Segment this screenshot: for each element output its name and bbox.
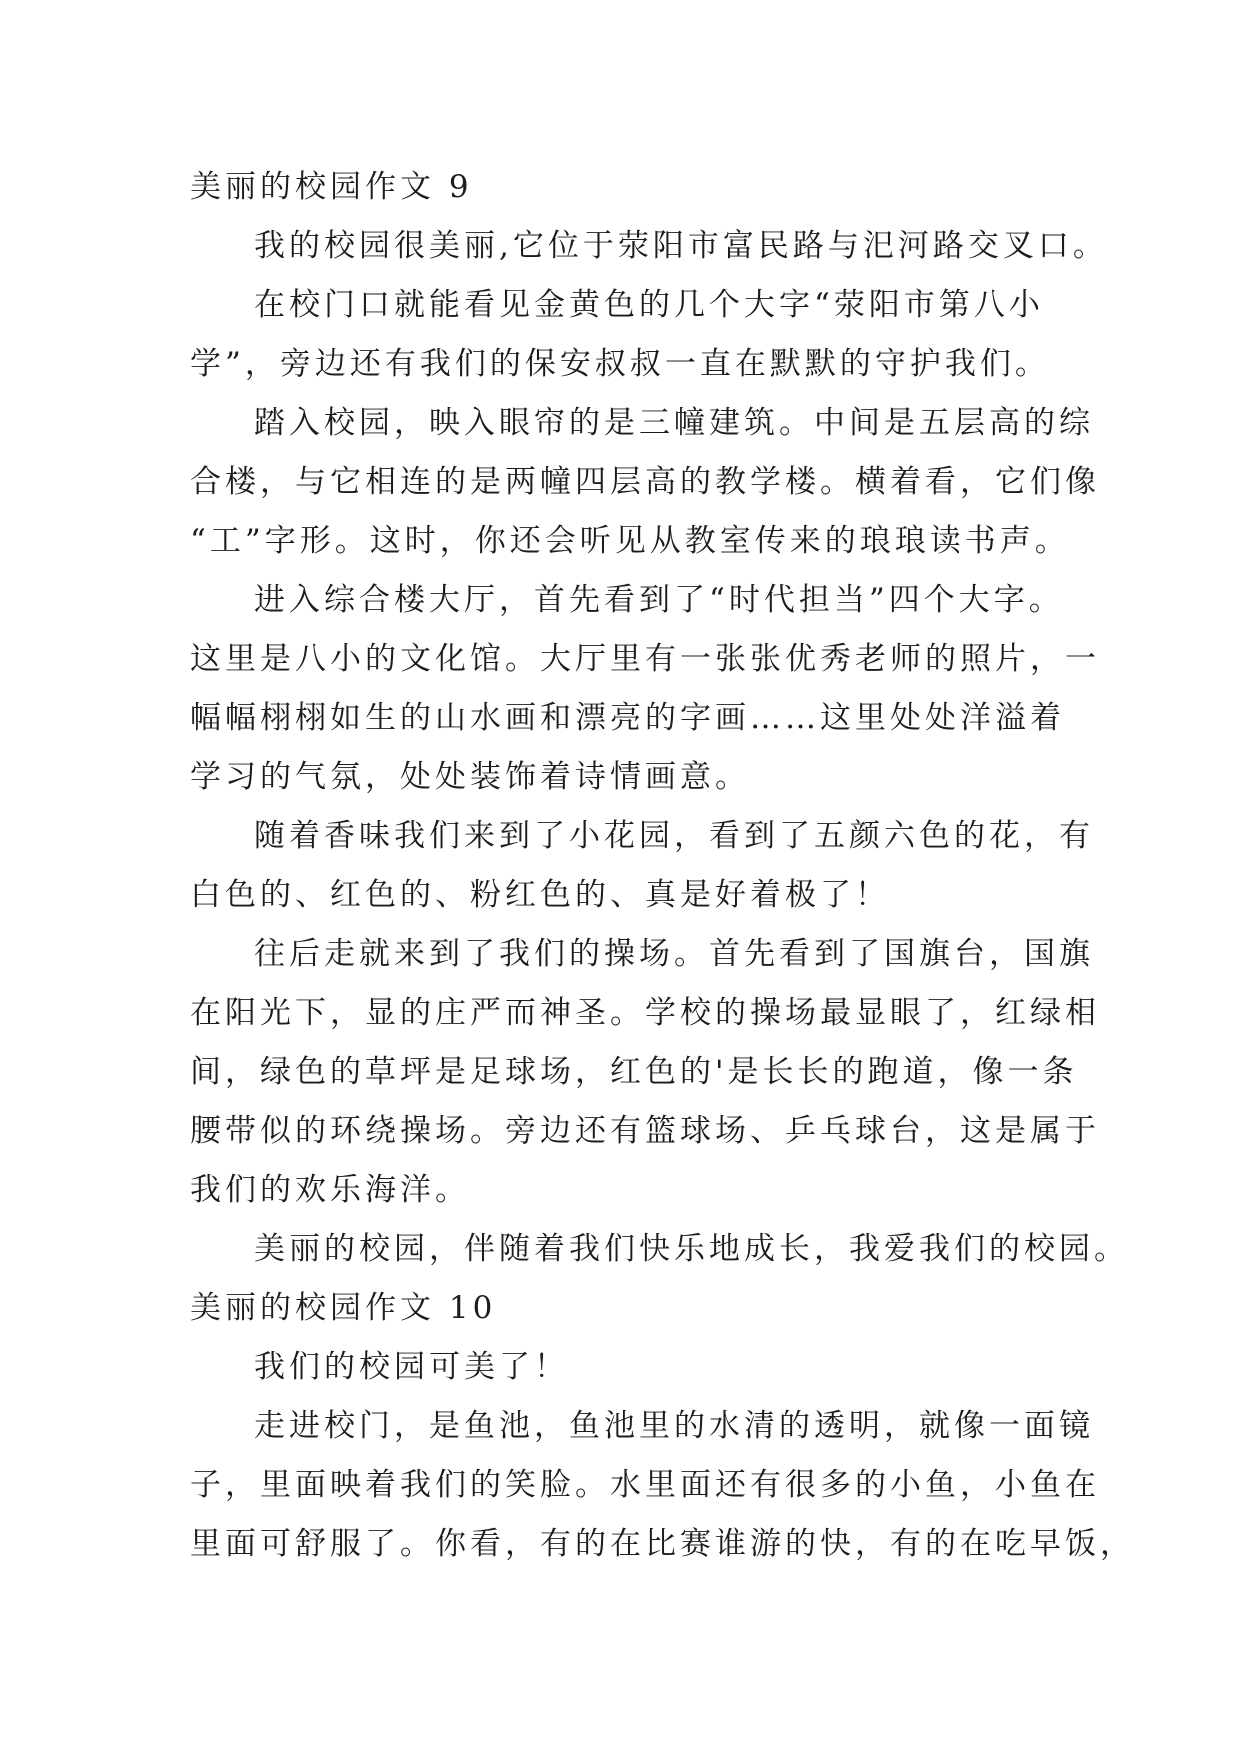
- text-line: 在阳光下，显的庄严而神圣。学校的操场最显眼了，红绿相: [190, 995, 1100, 1031]
- text-line: 白色的、红色的、粉红色的、真是好着极了！: [190, 877, 890, 913]
- text-line: 我们的欢乐海洋。: [190, 1172, 470, 1208]
- text-line: “工”字形。这时，你还会听见从教室传来的琅琅读书声。: [190, 523, 1070, 559]
- text-line: 在校门口就能看见金黄色的几个大字“荥阳市第八小: [254, 287, 1044, 323]
- text-line: 我的校园很美丽,它位于荥阳市富民路与汜河路交叉口。: [254, 228, 1108, 264]
- text-line: 踏入校园，映入眼帘的是三幢建筑。中间是五层高的综: [254, 405, 1094, 441]
- text-line: 这里是八小的文化馆。大厅里有一张张优秀老师的照片，一: [190, 641, 1100, 677]
- text-line: 进入综合楼大厅，首先看到了“时代担当”四个大字。: [254, 582, 1064, 618]
- text-line: 美丽的校园，伴随着我们快乐地成长，我爱我们的校园。: [254, 1231, 1129, 1267]
- text-line: 学”，旁边还有我们的保安叔叔一直在默默的守护我们。: [190, 346, 1050, 382]
- text-line: 里面可舒服了。你看，有的在比赛谁游的快，有的在吃早饭，: [190, 1526, 1135, 1562]
- essay-heading: 美丽的校园作文 9: [190, 169, 473, 205]
- text-line: 子，里面映着我们的笑脸。水里面还有很多的小鱼，小鱼在: [190, 1467, 1100, 1503]
- text-line: 合楼，与它相连的是两幢四层高的教学楼。横着看，它们像: [190, 464, 1100, 500]
- text-line: 幅幅栩栩如生的山水画和漂亮的字画……这里处处洋溢着: [190, 700, 1065, 736]
- text-line: 走进校门，是鱼池，鱼池里的水清的透明，就像一面镜: [254, 1408, 1094, 1444]
- text-line: 往后走就来到了我们的操场。首先看到了国旗台，国旗: [254, 936, 1094, 972]
- text-line: 学习的气氛，处处装饰着诗情画意。: [190, 759, 750, 795]
- text-line: 间，绿色的草坪是足球场，红色的'是长长的跑道，像一条: [190, 1054, 1078, 1090]
- essay-heading: 美丽的校园作文 10: [190, 1290, 497, 1326]
- text-line: 随着香味我们来到了小花园，看到了五颜六色的花，有: [254, 818, 1094, 854]
- document-body: [190, 158, 1135, 1574]
- text-line: 我们的校园可美了！: [254, 1349, 569, 1385]
- text-line: 腰带似的环绕操场。旁边还有篮球场、乒乓球台，这是属于: [190, 1113, 1100, 1149]
